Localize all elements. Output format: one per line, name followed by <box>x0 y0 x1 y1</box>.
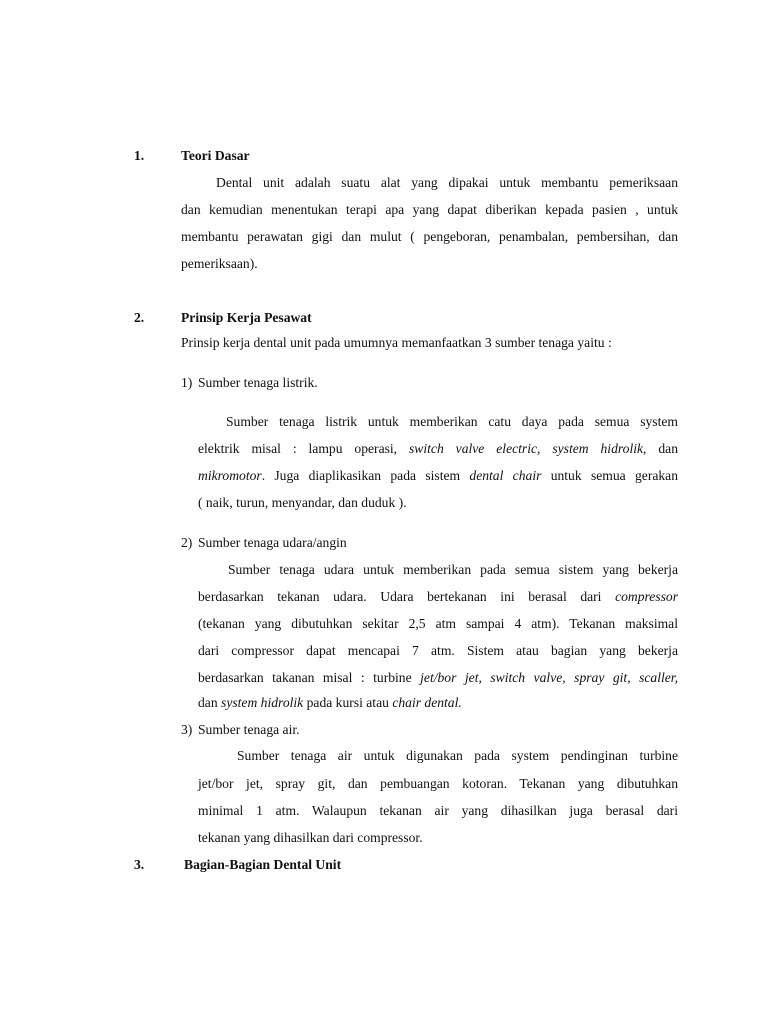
text-run: dan <box>198 695 222 710</box>
list-item-label: 3) <box>181 722 193 737</box>
item-text-line <box>198 830 423 846</box>
text-run: tekanan yang dihasilkan dari compressor. <box>198 830 423 845</box>
paragraph-line: Dental unit adalah suatu alat yang dipakai untuk membantu pemeriksaan <box>216 175 678 190</box>
text-run: pada kursi atau <box>303 695 393 710</box>
list-item-title: Sumber tenaga air. <box>198 722 300 737</box>
text-run: minimal 1 atm. Walaupun tekanan air yang dihasilkan juga berasal dari <box>198 803 678 818</box>
text-run: Sumber tenaga udara untuk memberikan pada semua sistem yang bekerja <box>228 562 678 577</box>
list-item-title: Sumber tenaga udara/angin <box>198 535 347 550</box>
text-run: (tekanan yang dibutuhkan sekitar 2,5 atm sampai 4 atm). Tekanan maksimal <box>198 616 678 631</box>
italic-term: switch valve electric, system hidrolik, <box>409 441 647 456</box>
section-number: 1. <box>134 148 145 163</box>
text-run: Sumber tenaga air untuk digunakan pada system pendinginan turbine <box>237 748 678 763</box>
text-run: . Juga diaplikasikan pada sistem <box>261 468 470 483</box>
italic-term: chair dental. <box>392 695 462 710</box>
paragraph-line: dan kemudian menentukan terapi apa yang dapat diberikan kepada pasien , untuk <box>181 202 678 217</box>
italic-term: mikromotor <box>198 468 262 483</box>
section-intro: Prinsip kerja dental unit pada umumnya memanfaatkan 3 sumber tenaga yaitu : <box>181 335 612 350</box>
section-heading: Prinsip Kerja Pesawat <box>181 310 312 325</box>
item-text-line <box>198 695 462 711</box>
text-run: dari compressor dapat mencapai 7 atm. Sistem atau bagian yang bekerja <box>198 643 678 658</box>
list-item-label: 2) <box>181 535 193 550</box>
item-text-line <box>198 495 407 511</box>
text-run: berdasarkan tekanan udara. Udara bertekanan ini berasal dari <box>198 589 616 604</box>
text-run: elektrik misal : lampu operasi, <box>198 441 409 456</box>
italic-term: compressor <box>615 589 678 604</box>
list-item-title: Sumber tenaga listrik. <box>198 375 318 390</box>
section-number: 3. <box>134 857 145 872</box>
paragraph-line: pemeriksaan). <box>181 256 258 271</box>
text-run: berdasarkan takanan misal : turbine <box>198 670 421 685</box>
italic-term: dental chair <box>469 468 542 483</box>
section-heading: Teori Dasar <box>181 148 250 163</box>
text-run: ( naik, turun, menyandar, dan duduk ). <box>198 495 407 510</box>
text-run: untuk semua gerakan <box>541 468 679 483</box>
italic-term: system hidrolik <box>221 695 304 710</box>
text-run: dan <box>646 441 679 456</box>
section-number: 2. <box>134 310 145 325</box>
text-run: Sumber tenaga listrik untuk memberikan catu daya pada semua system <box>226 414 678 429</box>
section-heading: Bagian-Bagian Dental Unit <box>184 857 342 872</box>
text-run: jet/bor jet, spray git, dan pembuangan kotoran. Tekanan yang dibutuhkan <box>198 776 678 791</box>
paragraph-line: membantu perawatan gigi dan mulut ( pengeboran, penambalan, pembersihan, dan <box>181 229 678 244</box>
italic-term: jet/bor jet, switch valve, spray git, scaller, <box>420 670 678 685</box>
list-item-label: 1) <box>181 375 193 390</box>
